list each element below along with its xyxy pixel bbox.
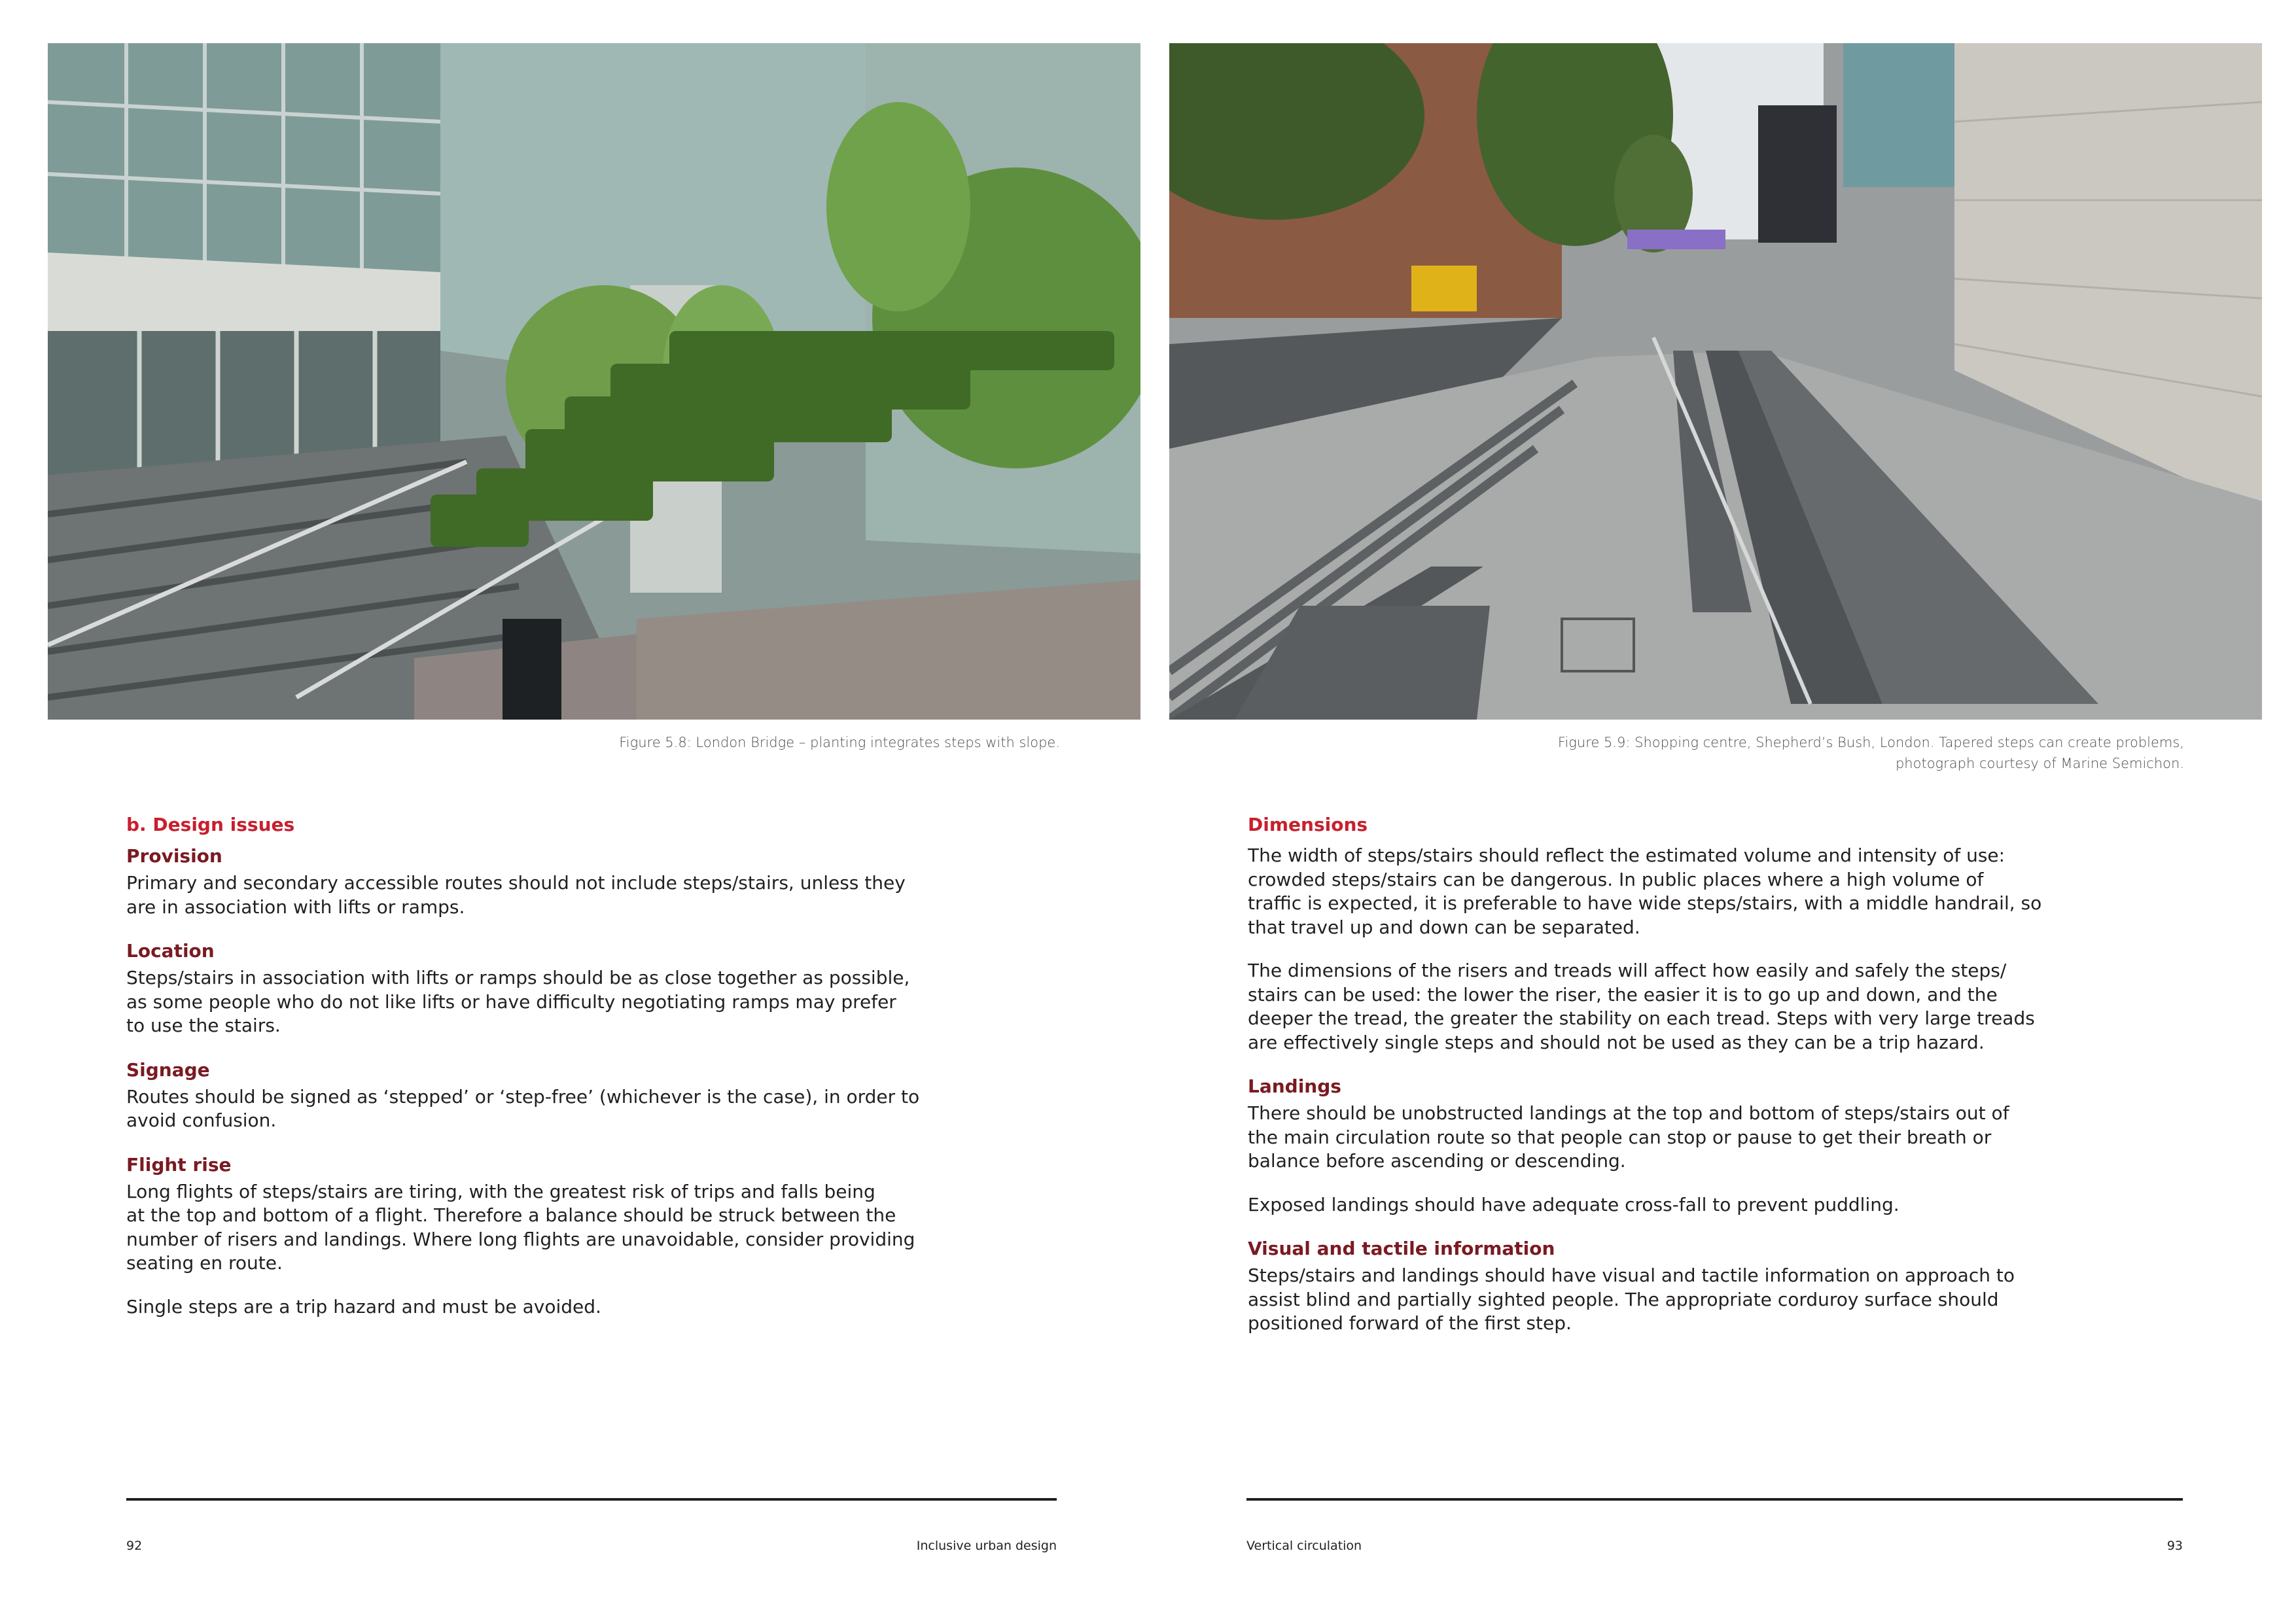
paragraph: Steps/stairs and landings should have visual and tactile information on approach to assist blind and partially sighted people. The appropriate corduroy surface should positioned forward of the first step.: [1248, 1265, 2015, 1334]
paragraph: Exposed landings should have adequate cross-fall to prevent puddling.: [1248, 1193, 1899, 1215]
subheading-flight-rise: Flight rise: [126, 1153, 232, 1176]
footer-rule: [126, 1498, 1057, 1501]
footer-rule: [1246, 1498, 2183, 1501]
steps-planting-image: [48, 43, 1140, 720]
subheading-provision: Provision: [126, 845, 222, 867]
page-number: 92: [126, 1539, 143, 1553]
tapered-steps-image: [1169, 43, 2262, 720]
running-title: Inclusive urban design: [916, 1539, 1057, 1553]
subheading-signage: Signage: [126, 1058, 210, 1081]
paragraph: The dimensions of the risers and treads will affect how easily and safely the steps/ stairs can be used: the lower the riser, the easier it is to go up and down, and the deeper the tread, the greater the stability on each tread. Steps with very large treads are effectively single steps and should not be used as they can be a trip hazard.: [1248, 960, 2035, 1053]
paragraph: Single steps are a trip hazard and must be avoided.: [126, 1295, 601, 1318]
subheading-location: Location: [126, 940, 215, 962]
figure-caption: Figure 5.8: London Bridge – planting integrates steps with slope.: [619, 735, 1060, 750]
subheading-landings: Landings: [1248, 1075, 1341, 1097]
section-title: Dimensions: [1248, 814, 1368, 835]
paragraph: Steps/stairs in association with lifts or ramps should be as close together as possible, as some people who do not like lifts or have difficulty negotiating ramps may prefer to use the stairs.: [126, 967, 910, 1036]
figure-5-9-photo: [1169, 43, 2262, 720]
paragraph: Primary and secondary accessible routes should not include steps/stairs, unless they are in association with lifts or ramps.: [126, 872, 906, 918]
section-title: b. Design issues: [126, 814, 295, 835]
paragraph: Routes should be signed as ‘stepped’ or ‘step-free’ (whichever is the case), in order to avoid confusion.: [126, 1085, 920, 1131]
paragraph: Long flights of steps/stairs are tiring, with the greatest risk of trips and falls being at the top and bottom of a flight. Therefore a balance should be struck between the number of risers and landings. Where long flights are unavoidable, consider providing seating en route.: [126, 1180, 915, 1274]
figure-5-8-photo: [48, 43, 1140, 720]
figure-caption: Figure 5.9: Shopping centre, Shepherd’s Bush, London. Tapered steps can create problems, photograph courtesy of Marine Semichon.: [1557, 735, 2184, 771]
paragraph: The width of steps/stairs should reflect the estimated volume and intensity of use: crowded steps/stairs can be dangerous. In public places where a high volume of traffic is expected, it is preferable to have wide steps/stairs, with a middle handrail, so that travel up and down can be separated.: [1248, 845, 2042, 938]
running-title: Vertical circulation: [1246, 1539, 1362, 1553]
page-number: 93: [2166, 1539, 2183, 1553]
left-page-body: [126, 812, 977, 1338]
right-page-body: [1248, 812, 2098, 1355]
paragraph: There should be unobstructed landings at the top and bottom of steps/stairs out of the main circulation route so that people can stop or pause to get their breath or balance before ascending or descending.: [1248, 1102, 2009, 1172]
subheading-visual-tactile: Visual and tactile information: [1248, 1238, 1555, 1259]
